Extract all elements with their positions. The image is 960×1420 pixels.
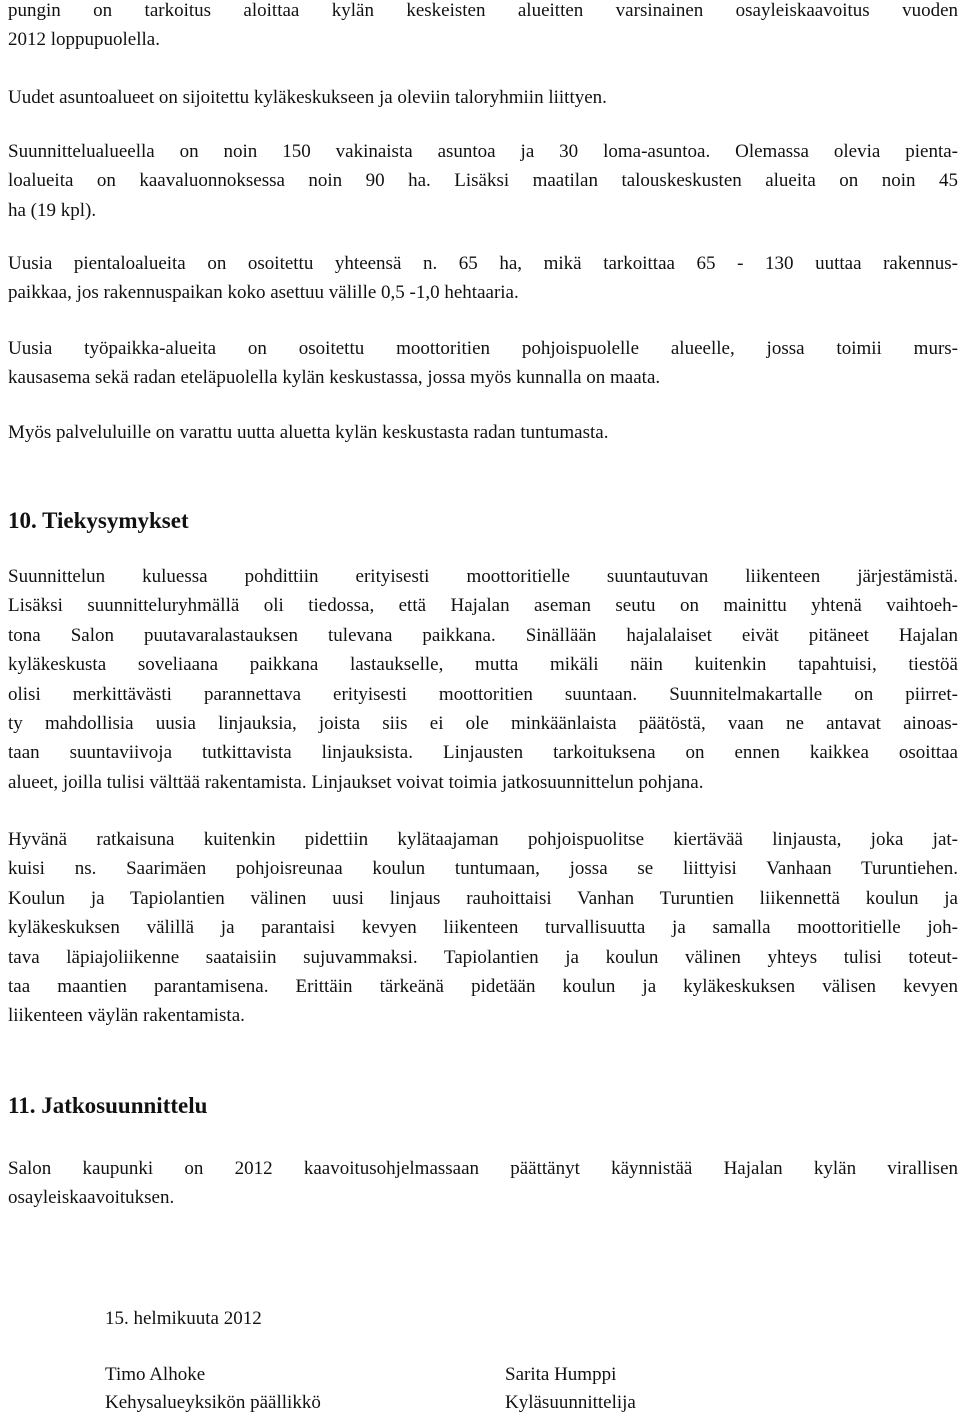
signatory-title: Kehysalueyksikön päällikkö	[105, 1392, 321, 1413]
text-line: kuisi ns. Saarimäen pohjoisreunaa koulun tuntumaan, jossa se liittyisi Vanhaan Turuntiehen.	[8, 858, 958, 880]
signature-date: 15. helmikuuta 2012	[105, 1308, 262, 1329]
paragraph-route-solution	[8, 825, 958, 1031]
text-line: loalueita on kaavaluonnoksessa noin 90 ha. Lisäksi maatilan talouskeskusten alueita on noin 45	[8, 170, 958, 192]
text-line: liikenteen väylän rakentamista.	[8, 1005, 245, 1027]
text-line: alueet, joilla tulisi välttää rakentamista. Linjaukset voivat toimia jatkosuunnittelun pohjana.	[8, 771, 704, 793]
text-line: osayleiskaavoituksen.	[8, 1187, 175, 1209]
text-line: kyläkeskusta soveliaana paikkana lastaukselle, mutta mikäli näin kuitenkin tapahtuisi, tiestöä	[8, 654, 958, 676]
text-line: ha (19 kpl).	[8, 199, 97, 221]
text-line: olisi merkittävästi parannettava erityisesti moottoritien suuntaan. Suunnitelmakartalle on piirret-	[8, 683, 958, 705]
signatory-name: Sarita Humppi	[505, 1364, 617, 1385]
paragraph-intro-continuation	[8, 0, 958, 55]
paragraph-workplace-areas	[8, 334, 958, 393]
text-line: tava läpiajoliikenne saataisiin sujuvammaksi. Tapiolantien ja koulun välinen yhteys tulisi toteut-	[8, 946, 958, 968]
text-line: Suunnittelualueella on noin 150 vakinaista asuntoa ja 30 loma-asuntoa. Olemassa olevia pienta-	[8, 141, 958, 162]
text-line: Koulun ja Tapiolantien välinen uusi linjaus rauhoittaisi Vanhan Turuntien liikennettä koulun ja	[8, 887, 958, 909]
paragraph-planning-area-housing	[8, 137, 958, 225]
text-line: pungin on tarkoitus aloittaa kylän keskeisten alueitten varsinainen osayleiskaavoitus vuoden	[8, 0, 958, 21]
text-line: Myös palveluluille on varattu uutta aluetta kylän keskustasta radan tuntumasta.	[8, 422, 609, 443]
signatory-name: Timo Alhoke	[105, 1364, 206, 1385]
text-line: 2012 loppupuolella.	[8, 29, 160, 51]
text-line: tona Salon puutavaralastauksen tulevana paikkana. Sinällään hajalalaiset eivät pitäneet Hajalan	[8, 624, 958, 646]
paragraph-road-issues	[8, 562, 958, 797]
paragraph-new-residential-areas	[8, 83, 958, 112]
text-line: taan suuntaviivoja tutkittavista linjauksista. Linjausten tarkoituksena on ennen kaikkea osoittaa	[8, 742, 958, 764]
text-line: Uudet asuntoalueet on sijoitettu kyläkeskukseen ja oleviin taloryhmiin liittyen.	[8, 87, 607, 108]
text-line: Uusia työpaikka-alueita on osoitettu moottoritien pohjoispuolelle alueelle, jossa toimii murs-	[8, 338, 958, 359]
section-heading-follow-up-planning: 11. Jatkosuunnittelu	[8, 1093, 208, 1118]
text-line: paikkaa, jos rakennuspaikan koko asettuu välille 0,5 -1,0 hehtaaria.	[8, 282, 519, 304]
paragraph-services-area	[8, 418, 958, 447]
paragraph-detached-house-areas	[8, 249, 958, 308]
text-line: Lisäksi suunnitteluryhmällä oli tiedossa, että Hajalan aseman seutu on mainittu yhtenä vaihtoeh-	[8, 595, 958, 617]
signatory-title: Kyläsuunnittelija	[505, 1392, 636, 1413]
text-line: ty mahdollisia uusia linjauksia, joista siis ei ole minkäänlaista päätöstä, vaan ne antavat ainoas-	[8, 713, 958, 735]
text-line: kyläkeskuksen välillä ja parantaisi kevyen liikenteen turvallisuutta ja samalla moottoritielle joh-	[8, 917, 958, 939]
text-line: Uusia pientaloalueita on osoitettu yhteensä n. 65 ha, mikä tarkoittaa 65 - 130 uuttaa rakennus-	[8, 253, 958, 274]
section-heading-road-issues: 10. Tiekysymykset	[8, 508, 189, 533]
text-line: Suunnittelun kuluessa pohdittiin erityisesti moottoritielle suuntautuvan liikenteen järjestämistä.	[8, 566, 958, 587]
text-line: Hyvänä ratkaisuna kuitenkin pidettiin kylätaajaman pohjoispuolitse kiertävää linjausta, joka jat-	[8, 829, 958, 850]
text-line: Salon kaupunki on 2012 kaavoitusohjelmassaan päättänyt käynnistää Hajalan kylän virallisen	[8, 1158, 958, 1179]
text-line: taa maantien parantamisena. Erittäin tärkeänä pidetään koulun ja kyläkeskuksen välisen kevyen	[8, 976, 958, 998]
text-line: kausasema sekä radan eteläpuolella kylän keskustassa, jossa myös kunnalla on maata.	[8, 367, 661, 389]
paragraph-follow-up-planning	[8, 1154, 958, 1213]
